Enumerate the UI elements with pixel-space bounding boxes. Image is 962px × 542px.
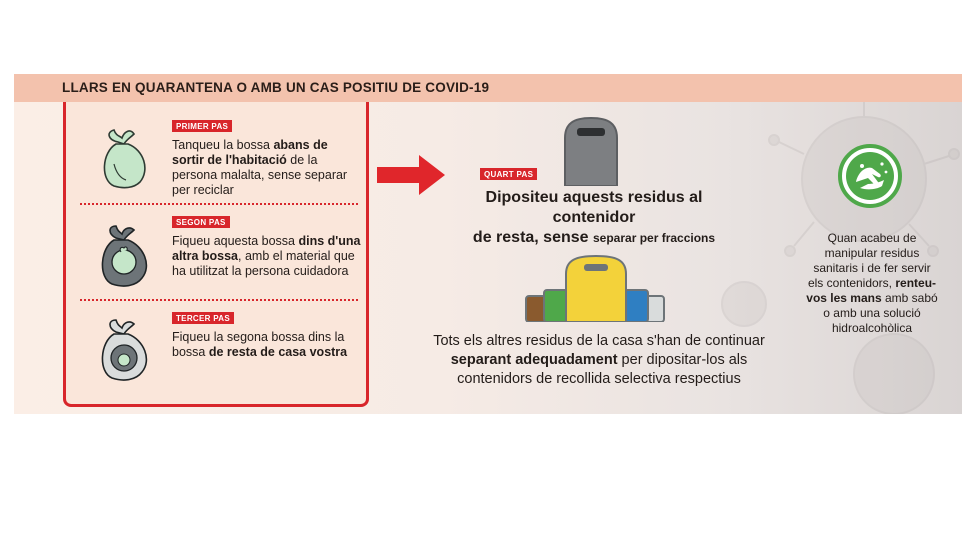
rest-bag-icon <box>94 316 152 382</box>
step-2 <box>66 206 366 301</box>
rest-text: Tots els altres residus de la casa s'han de continuar separant adequadament per dipositar-los als contenidors de recollida selectiva respectius <box>433 333 765 387</box>
header-bar <box>14 74 962 102</box>
hand-washing-text: Quan acabeu de manipular residus sanitaris i de fer servir els contenidors, renteu-vos les mans amb sabó o amb una solució hidroalcohòlica <box>806 231 938 335</box>
step-1 <box>66 110 366 205</box>
page-title: LLARS EN QUARANTENA O AMB UN CAS POSITIU DE COVID-19 <box>62 80 490 95</box>
step-3-tag: TERCER PAS <box>172 312 234 324</box>
step-2-tag: SEGON PAS <box>172 216 230 228</box>
recycling-containers-icon <box>524 254 668 322</box>
step-2-text: Fiqueu aquesta bossa dins d'una altra bossa, amb el material que ha utilitzat la persona cuidadora <box>172 234 361 278</box>
divider <box>80 299 358 301</box>
step-1-tag: PRIMER PAS <box>172 120 232 132</box>
step-3 <box>66 302 366 397</box>
bag-icon <box>94 124 152 190</box>
arrow-icon <box>377 153 447 197</box>
steps-box <box>63 102 369 407</box>
step-3-text: Fiqueu la segona bossa dins la bossa de resta de casa vostra <box>172 330 348 359</box>
double-bag-icon <box>94 222 152 288</box>
step-4-tag: QUART PAS <box>480 168 537 180</box>
infographic <box>14 74 962 414</box>
hand-washing-icon <box>838 144 902 208</box>
grey-container-icon <box>561 116 621 186</box>
divider <box>80 203 358 205</box>
step-4-text: Dipositeu aquests residus al contenidor de resta, sense separar per fraccions <box>472 189 716 246</box>
step-1-text: Tanqueu la bossa abans de sortir de l'habitació de la persona malalta, sense separar per reciclar <box>172 138 348 197</box>
